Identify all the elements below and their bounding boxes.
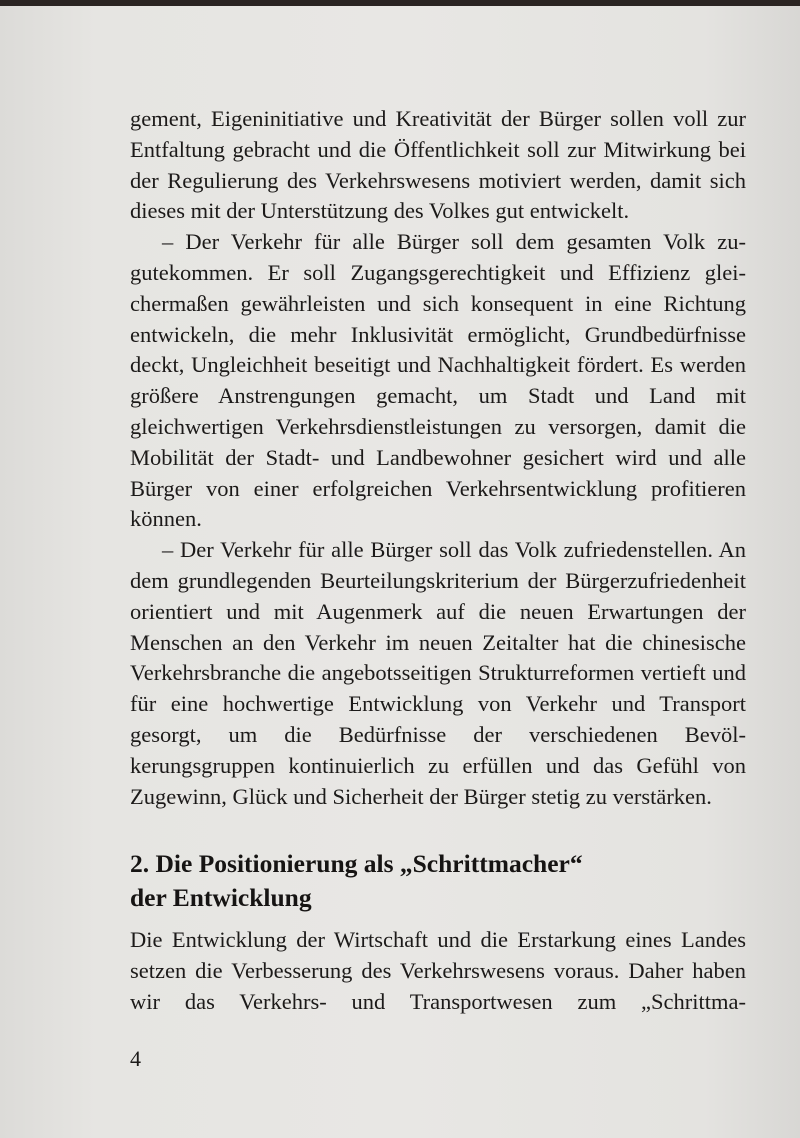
body-text-top	[130, 104, 746, 812]
section-heading-line-2: der Entwicklung	[130, 883, 312, 912]
paragraph-dash-item: – Der Verkehr für alle Bürger soll das Volk zufriedenstellen. An dem grundlegenden Beurteilungskriterium der Bürgerzufriedenheit orientiert und mit Augenmerk auf die neuen Erwartungen der Menschen an den Verkehr im neuen Zeitalter hat die chinesische Verkehrsbranche die angebotsseitigen Strukturreformen vertieft und für eine hochwertige Entwicklung von Verkehr und Transport gesorgt, um die Bedürfnisse der verschiedenen Bevölkerungsgruppen kontinuierlich zu erfüllen und das Gefühl von Zugewinn, Glück und Sicherheit der Bürger stetig zu verstärken.	[130, 537, 746, 809]
page-number: 4	[130, 1046, 141, 1071]
paragraph-section-intro: Die Entwicklung der Wirtschaft und die Erstarkung eines Landes setzen die Verbesserung des Verkehrswesens voraus. Daher haben wir das Verkehrs- und Transportwesen zum „Schrittma-	[130, 927, 746, 1014]
paragraph-continuation: gement, Eigeninitiative und Kreativität der Bürger sollen voll zur Entfaltung gebracht und die Öffentlichkeit soll zur Mitwirkung bei der Regulierung des Verkehrswesens motiviert werden, damit sich dieses mit der Unterstützung des Volkes gut entwickelt.	[130, 106, 746, 224]
body-text-bottom	[130, 925, 746, 1017]
section-heading	[130, 847, 746, 915]
paragraph-dash-item: – Der Verkehr für alle Bürger soll dem gesamten Volk zugutekommen. Er soll Zugangsgerechtigkeit und Effizienz gleichermaßen gewährleisten und sich konsequent in eine Richtung entwickeln, die mehr Inklusivität ermöglicht, Grundbedürfnisse deckt, Ungleichheit beseitigt und Nachhaltigkeit fördert. Es werden größere Anstrengungen gemacht, um Stadt und Land mit gleichwertigen Verkehrsdienstleistungen zu versorgen, damit die Mobilität der Stadt- und Landbewohner gesichert wird und alle Bürger von einer erfolgreichen Verkehrsentwicklung profitieren können.	[130, 229, 746, 532]
section-heading-line-1: 2. Die Positionierung als „Schrittmacher“	[130, 849, 583, 878]
book-page	[0, 6, 800, 1138]
